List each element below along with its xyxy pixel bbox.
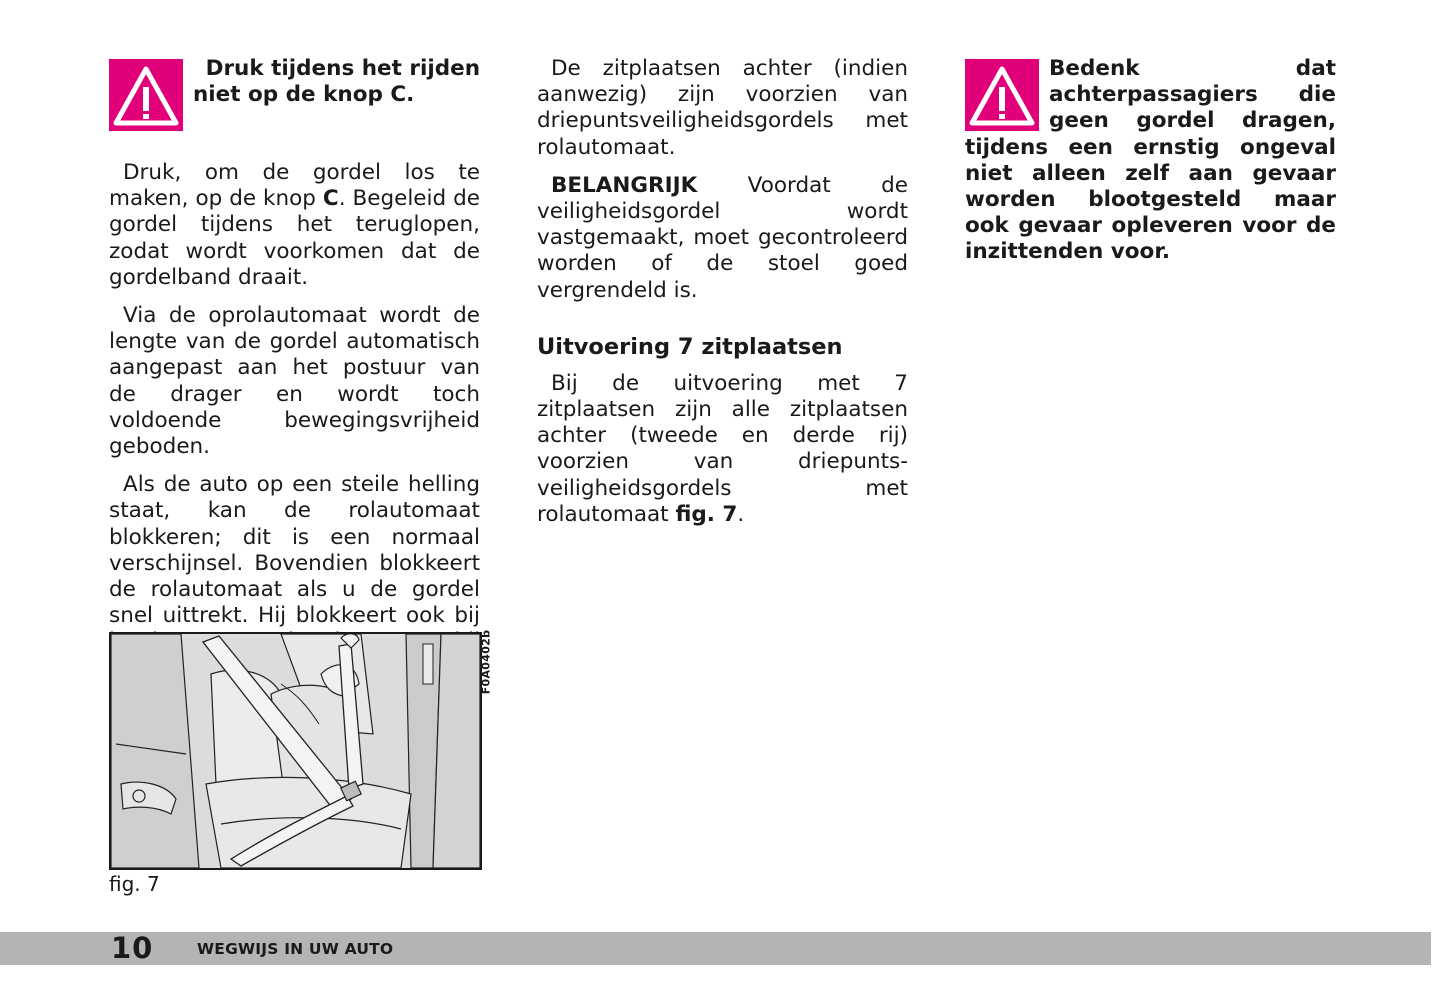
column-middle [537,56,908,528]
paragraph-7-seats [537,371,908,528]
section-title: WEGWIJS IN UW AUTO [197,940,394,958]
text-run: . Begeleid de gordel tijdens het teruglopen, zodat wordt voorkomen dat de gordelband draait. [109,186,480,290]
warning-line-2: niet op de knop C. [193,82,415,108]
warning-body: Bedenk dat achterpassagiers die geen gordel dragen, tijdens een ernstig ongeval niet alleen zelf aan gevaar worden blootgesteld maar ook gevaar opleveren voor de inzittenden voor. [965,56,1336,265]
figure-seatbelt-illustration [109,632,482,870]
paragraph-retractor: Via de oprolautomaat wordt de lengte van de gordel automatisch aangepast aan het postuur van de drager en wordt toch voldoende bewegingsvrijheid geboden. [109,303,480,460]
warning-line-1: Druk tijdens het rijden [205,56,480,81]
text-run: Bij de uitvoering met 7 zitplaatsen zijn alle zitplaatsen achter (tweede en derde rij) voorzien van driepunts-veiligheidsgordels met rolautomaat [537,370,908,527]
column-right [965,56,1336,266]
seatbelt-drawing [111,634,480,868]
page-number: 10 [111,931,154,965]
figure-caption: fig. 7 [109,872,160,896]
text-run: Druk, om de gordel los te maken, op de knop [109,160,480,212]
text-run: . [737,501,745,527]
paragraph-release-belt [109,160,480,291]
paragraph-blocking: Als de auto op een steile helling staat, kan de rolautomaat blokkeren; dit is een normaal verschijnsel. Bovendien blokkeert de rolautomaat als u de gordel snel uittrekt. Hij blokkeert ook bij [109,472,480,629]
warning-triangle-icon [109,59,183,131]
warning-triangle-icon [965,59,1039,131]
paragraph-important [537,173,908,304]
paragraph-rear-seats: De zitplaatsen achter (indien aanwezig) zijn voorzien van driepuntsveiligheidsgordels met rolautomaat. [537,56,908,160]
figure-code [477,629,495,695]
figure-reference: fig. 7 [675,501,738,527]
column-left [109,56,480,682]
section-heading-7-seats: Uitvoering 7 zitplaatsen [537,333,843,360]
important-label: BELANGRIJK [551,172,698,198]
text-run: Voordat de veiligheidsgordel wordt vastgemaakt, moet gecontroleerd worden of de stoel goed vergrendeld is. [537,172,908,303]
warning-box-rear-passengers [965,56,1336,266]
figure-code-text: F0A0402b [479,629,493,695]
warning-box-no-button-press [109,56,480,132]
button-c-label: C [322,186,339,212]
